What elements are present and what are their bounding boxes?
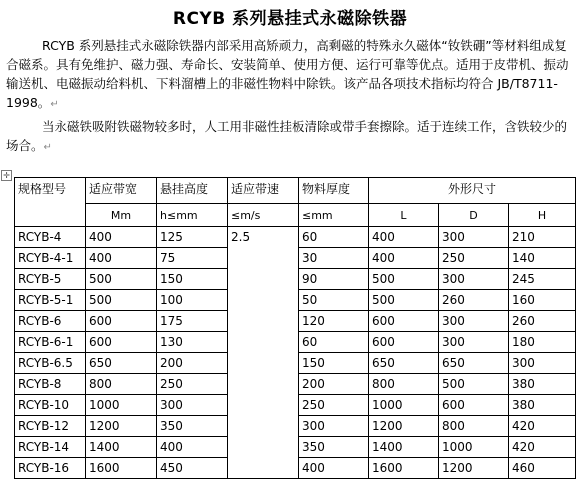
cell-height: 130 [157,332,228,353]
cell-dim-l: 1400 [369,437,439,458]
cell-belt-width: 400 [86,227,157,248]
cell-dim-d: 650 [439,353,509,374]
table-row [15,227,576,248]
cell-dim-h: 460 [509,458,576,479]
cell-model: RCYB-6 [15,311,86,332]
cell-belt-width: 1200 [86,416,157,437]
table-header-row [15,178,576,204]
cell-height: 175 [157,311,228,332]
cell-model: RCYB-4-1 [15,248,86,269]
paragraph-usage-text: 当永磁铁吸附铁磁物较多时，人工用非磁性挂板清除或带手套擦除。适于连续工作，含铁较少的场合。 [6,119,568,153]
cell-height: 300 [157,395,228,416]
cell-dim-d: 300 [439,227,509,248]
cell-dim-h: 380 [509,395,576,416]
cell-dim-l: 500 [369,269,439,290]
cell-belt-width: 1000 [86,395,157,416]
cell-dim-d: 800 [439,416,509,437]
cell-dim-d: 300 [439,269,509,290]
cell-dim-l: 400 [369,248,439,269]
header-dim-l: L [369,204,439,227]
cell-dim-l: 500 [369,290,439,311]
cell-dim-d: 250 [439,248,509,269]
cell-belt-width: 500 [86,290,157,311]
cell-thickness: 50 [299,290,369,311]
cell-dim-h: 420 [509,437,576,458]
cell-thickness: 60 [299,332,369,353]
cell-dim-h: 380 [509,374,576,395]
cell-height: 250 [157,374,228,395]
header-model: 规格型号 [15,178,86,227]
cell-height: 450 [157,458,228,479]
header-dim-d: D [439,204,509,227]
cell-model: RCYB-4 [15,227,86,248]
cell-thickness: 90 [299,269,369,290]
paragraph-mark: ↵ [43,142,52,153]
cell-dim-l: 600 [369,311,439,332]
cell-dim-d: 300 [439,311,509,332]
cell-belt-width: 500 [86,269,157,290]
header-dim-h: H [509,204,576,227]
cell-dim-l: 650 [369,353,439,374]
cell-dim-d: 600 [439,395,509,416]
paragraph-intro [6,36,574,114]
cell-thickness: 30 [299,248,369,269]
cell-dim-h: 180 [509,332,576,353]
header-thickness: 物料厚度 [299,178,369,204]
cell-dim-h: 140 [509,248,576,269]
header-belt-width: 适应带宽 [86,178,157,204]
cell-thickness: 300 [299,416,369,437]
cell-model: RCYB-12 [15,416,86,437]
paragraph-usage [6,117,574,157]
cell-height: 100 [157,290,228,311]
cell-dim-h: 160 [509,290,576,311]
cell-height: 150 [157,269,228,290]
header-thickness-unit: ≤mm [299,204,369,227]
cell-dim-h: 245 [509,269,576,290]
document-title: RCYB 系列悬挂式永磁除铁器 [172,9,408,29]
cell-height: 125 [157,227,228,248]
cell-height: 200 [157,353,228,374]
cell-dim-l: 800 [369,374,439,395]
cell-thickness: 120 [299,311,369,332]
cell-thickness: 60 [299,227,369,248]
spec-table [14,177,576,479]
cell-height: 350 [157,416,228,437]
header-speed: 适应带速 [228,178,299,204]
move-handle-icon[interactable]: ✛ [1,170,12,181]
cell-dim-l: 1000 [369,395,439,416]
cell-dim-d: 1200 [439,458,509,479]
cell-belt-width: 800 [86,374,157,395]
cell-belt-width: 650 [86,353,157,374]
cell-height: 75 [157,248,228,269]
cell-dim-d: 300 [439,332,509,353]
cell-thickness: 250 [299,395,369,416]
cell-model: RCYB-10 [15,395,86,416]
cell-dim-l: 600 [369,332,439,353]
cell-model: RCYB-6-1 [15,332,86,353]
cell-dim-d: 500 [439,374,509,395]
cell-model: RCYB-5 [15,269,86,290]
header-belt-width-unit: Mm [86,204,157,227]
table-subheader-row [15,204,576,227]
cell-dim-h: 420 [509,416,576,437]
header-speed-unit: ≤m/s [228,204,299,227]
cell-dim-d: 260 [439,290,509,311]
cell-dim-l: 1600 [369,458,439,479]
cell-height: 400 [157,437,228,458]
paragraph-mark: ↵ [50,99,59,110]
cell-model: RCYB-14 [15,437,86,458]
header-dimensions: 外形尺寸 [369,178,576,204]
cell-dim-d: 1000 [439,437,509,458]
cell-belt-width: 1400 [86,437,157,458]
cell-thickness: 200 [299,374,369,395]
cell-model: RCYB-5-1 [15,290,86,311]
header-height-unit: h≤mm [157,204,228,227]
header-height: 悬挂高度 [157,178,228,204]
cell-dim-h: 300 [509,353,576,374]
paragraph-intro-text: RCYB 系列悬挂式永磁除铁器内部采用高矫顽力，高剩磁的特殊永久磁体“钕铁硼”等材料组成复合磁系。具有免维护、磁力强、寿命长、安装简单、使用方便、运行可靠等优点。适用于皮带机、振动输送机、电磁振动给料机、下料溜槽上的非磁性物料中除铁。该产品各项技术指标均符合 JB/T8711-1998。 [6,38,569,110]
cell-model: RCYB-16 [15,458,86,479]
cell-belt-width: 400 [86,248,157,269]
cell-speed: 2.5 [228,227,299,479]
cell-dim-l: 1200 [369,416,439,437]
cell-dim-l: 400 [369,227,439,248]
cell-thickness: 350 [299,437,369,458]
cell-thickness: 150 [299,353,369,374]
cell-thickness: 400 [299,458,369,479]
cell-dim-h: 260 [509,311,576,332]
cell-belt-width: 600 [86,311,157,332]
cell-model: RCYB-8 [15,374,86,395]
cell-dim-h: 210 [509,227,576,248]
cell-belt-width: 1600 [86,458,157,479]
cell-model: RCYB-6.5 [15,353,86,374]
cell-belt-width: 600 [86,332,157,353]
